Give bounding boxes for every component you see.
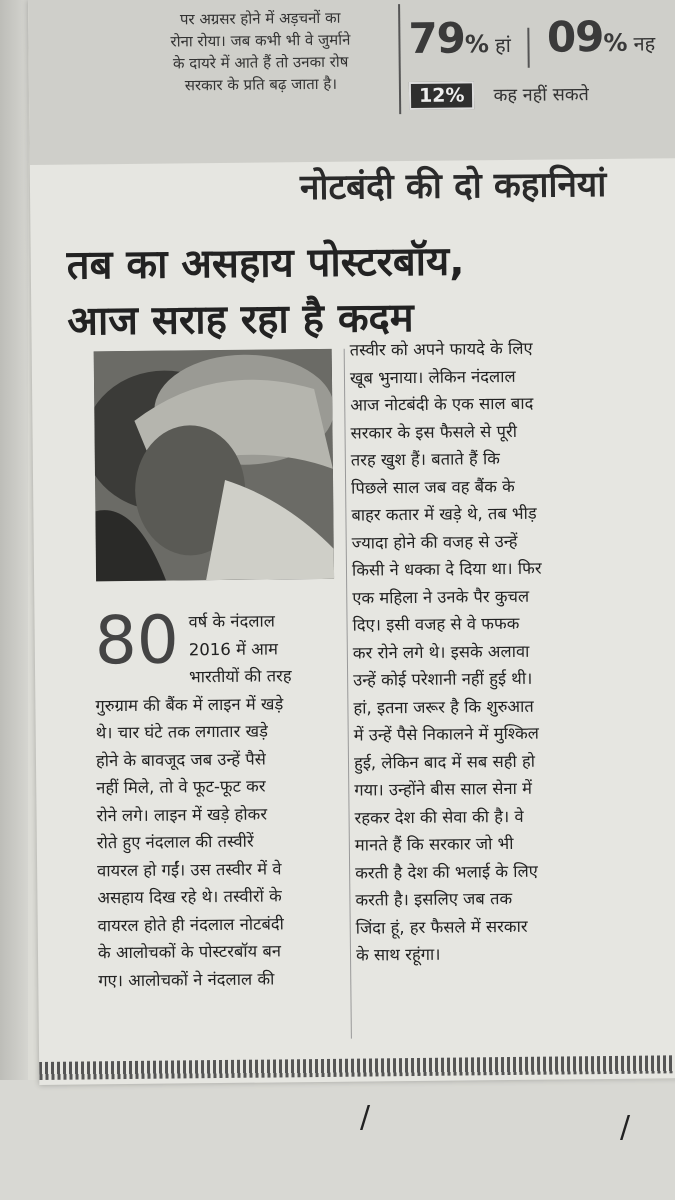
text-line: के आलोचकों के पोस्टरबॉय बन [97, 941, 282, 963]
text-line: उन्हें कोई परेशानी नहीं हुई थी। [353, 668, 533, 690]
text-line: नहीं मिले, तो वे फूट-फूट कर [96, 776, 266, 798]
text-line: गुरुग्राम की बैंक में लाइन में खड़े [95, 693, 284, 715]
text-line: में उन्हें पैसे निकालने में मुश्किल [353, 723, 540, 745]
poll-yes-percent: % [464, 30, 490, 59]
poll-undecided [409, 80, 589, 110]
text-line: पिछले साल जब वह बैंक के [351, 476, 515, 498]
text-line: थे। चार घंटे तक लगातार खड़े [95, 721, 268, 743]
previous-article-text [110, 6, 411, 97]
text-line: करती है। इसलिए जब तक [355, 888, 513, 910]
text-line: रहकर देश की सेवा की है। वे [354, 806, 524, 828]
poll-yes-label: हां [494, 32, 511, 58]
article-column-left [94, 601, 348, 995]
poll-results [408, 11, 655, 68]
text-line: भारतीयों की तरह [188, 666, 292, 687]
text-line: रोने लगे। लाइन में खड़े होकर [96, 804, 268, 825]
article-column-right [350, 334, 652, 970]
text-line: हुई, लेकिन बाद में सब सही हो [353, 751, 536, 773]
text-line: एक महिला ने उनके पैर कुचल [352, 586, 530, 608]
text-line: गए। आलोचकों ने नंदलाल की [98, 968, 275, 990]
text-line: करती है देश की भलाई के लिए [355, 861, 538, 883]
poll-no-value: 09 [546, 11, 604, 62]
adjacent-article-fragment [648, 213, 660, 273]
bottom-border [39, 1055, 675, 1080]
text-line: तरह खुश हैं। बताते हैं कि [350, 449, 501, 470]
text-line: सरकार के इस फैसले से पूरी [350, 421, 517, 443]
headline-line-1: तब का असहाय पोस्टरबॉय, [66, 238, 465, 289]
text-line: के साथ रहूंगा। [355, 944, 441, 965]
text-line: रोते हुए नंदलाल की तस्वीरें [96, 831, 254, 853]
poll-undecided-value: 12% [409, 81, 475, 110]
text-line: ज्यादा होने की वजह से उन्हें [351, 531, 518, 553]
text-line: गया। उन्होंने बीस साल सेना में [354, 778, 533, 800]
article-photo [94, 349, 334, 581]
text-line: के दायरे में आते हैं तो उनका रोष [172, 52, 349, 73]
text-line: सरकार के प्रति बढ़ जाता है। [184, 74, 338, 95]
text-line: असहाय दिख रहे थे। तस्वीरों के [97, 886, 282, 908]
text-line: कर रोने लगे थे। इसके अलावा [352, 641, 530, 663]
headline [66, 232, 627, 350]
section-kicker: नोटबंदी की दो कहानियां [299, 164, 607, 209]
poll-undecided-label: कह नहीं सकते [493, 84, 590, 107]
text-line: खूब भुनाया। लेकिन नंदलाल [349, 366, 516, 388]
text-line: जिंदा हूं, हर फैसले में सरकार [355, 916, 528, 938]
text-line: वर्ष के नंदलाल [188, 611, 276, 632]
text-line: आज नोटबंदी के एक साल बाद [350, 393, 534, 415]
poll-no-percent: % [603, 28, 628, 57]
text-line: मानते हैं कि सरकार जो भी [354, 833, 514, 855]
newspaper-clipping [28, 0, 675, 1085]
headline-line-2: आज सराह रहा है कदम [67, 294, 414, 345]
underlying-print-mark: / [360, 1100, 371, 1135]
text-line: तस्वीर को अपने फायदे के लिए [349, 338, 533, 360]
text-line: बाहर कतार में खड़े थे, तब भीड़ [351, 503, 537, 525]
text-line: पर अग्रसर होने में अड़चनों का [179, 8, 341, 29]
text-line: वायरल होते ही नंदलाल नोटबंदी [97, 913, 284, 935]
text-line: वायरल हो गईं। उस तस्वीर में वे [97, 858, 282, 880]
poll-inner-divider [528, 27, 530, 67]
text-line: 2016 में आम [188, 638, 278, 659]
text-line: हां, इतना जरूर है कि शुरुआत [353, 696, 534, 718]
underlying-page [0, 1080, 675, 1200]
dropcap: 80 [94, 601, 180, 680]
background-edge [0, 0, 28, 1200]
text-line: किसी ने धक्का दे दिया था। फिर [351, 558, 542, 580]
poll-yes-value: 79 [408, 13, 466, 64]
text-line: रोना रोया। जब कभी भी वे जुर्माने [170, 30, 351, 51]
text-line: दिए। इसी वजह से वे फफक [352, 613, 520, 635]
poll-no-label: नह [633, 31, 656, 56]
underlying-print-mark: / [620, 1110, 631, 1145]
text-line: होने के बावजूद जब उन्हें पैसे [95, 749, 266, 770]
